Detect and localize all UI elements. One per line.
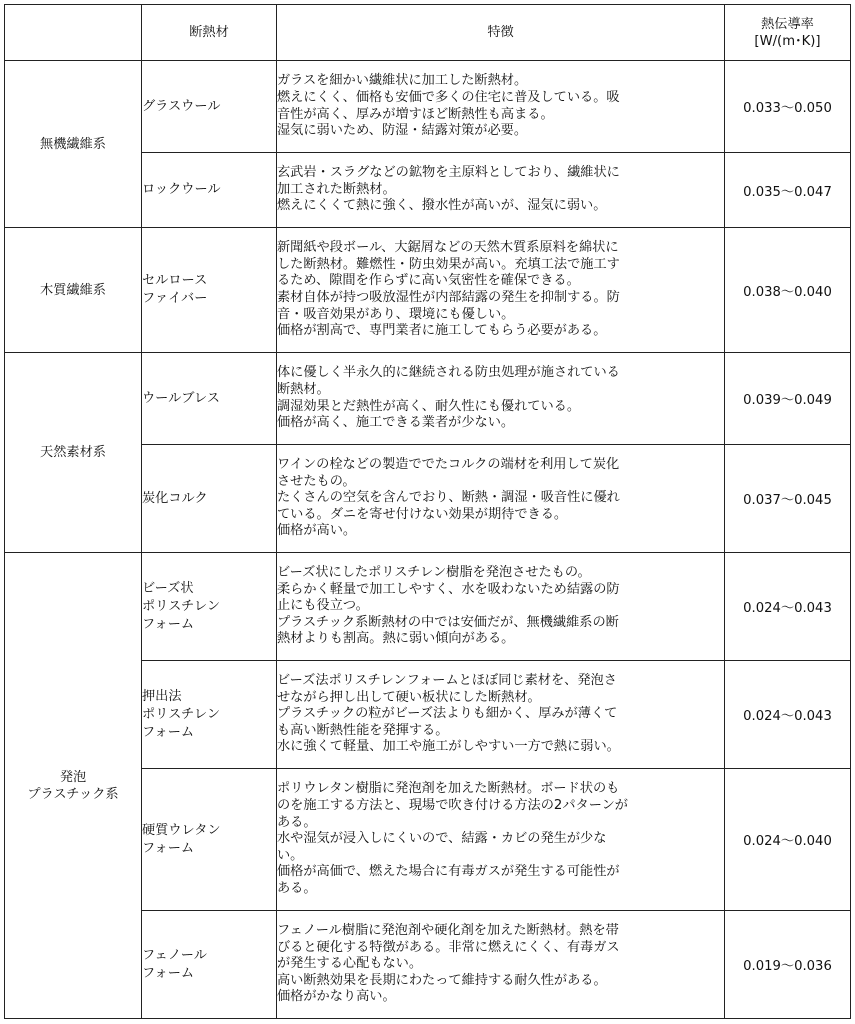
material-name: 炭化コルク	[142, 445, 277, 553]
feature-line: 加工された断熱材。	[277, 181, 396, 197]
category-cell: 木質繊維系	[5, 228, 142, 353]
feature-line: 新聞紙や段ボール、大鋸屑などの天然木質系原料を綿状に	[277, 240, 619, 256]
feature-line: も高い断熱性能を発揮する。	[277, 722, 449, 738]
material-name: フェノール フォーム	[142, 911, 277, 1019]
conductivity-value: 0.038～0.040	[725, 228, 851, 353]
feature-line: 高い断熱効果を長期にわたって維持する耐久性がある。	[277, 972, 607, 988]
feature-cell	[277, 61, 725, 153]
feature-line: せながら押し出して硬い板状にした断熱材。	[277, 689, 541, 705]
feature-line: ある。	[277, 880, 317, 896]
feature-line: 価格が割高で、専門業者に施工してもらう必要がある。	[277, 323, 607, 339]
table-row	[5, 553, 851, 661]
feature-line: した断熱材。難燃性・防虫効果が高い。充填工法で施工す	[277, 256, 620, 272]
feature-line: プラスチックの粒がビーズ法よりも細かく、厚みが薄くて	[277, 706, 618, 722]
feature-cell	[277, 769, 725, 911]
material-name: ビーズ状 ポリスチレン フォーム	[142, 553, 277, 661]
feature-cell	[277, 353, 725, 445]
header-conductivity: 熱伝導率 [W/(m･K)]	[725, 5, 851, 61]
feature-line: ビーズ法ポリスチレンフォームとほぼ同じ素材を、発泡さ	[277, 673, 617, 689]
table-row	[5, 61, 851, 153]
feature-line: 熱材よりも割高。熱に弱い傾向がある。	[277, 631, 515, 647]
conductivity-value: 0.019～0.036	[725, 911, 851, 1019]
feature-line: プラスチック系断熱材の中では安価だが、無機繊維系の断	[277, 614, 619, 630]
feature-line: させたもの。	[277, 473, 356, 489]
feature-cell	[277, 445, 725, 553]
feature-line: ガラスを細かい繊維状に加工した断熱材。	[277, 73, 528, 89]
feature-line: 調湿効果とだ熱性が高く、耐久性にも優れている。	[277, 398, 581, 414]
feature-line: 音性が高く、厚みが増すほど断熱性も高まる。	[277, 106, 554, 122]
feature-line: びると硬化する特徴がある。非常に燃えにくく、有毒ガス	[277, 939, 620, 955]
feature-line: ビーズ状にしたポリスチレン樹脂を発泡させたもの。	[277, 565, 591, 581]
feature-line: 価格がかなり高い。	[277, 989, 396, 1005]
feature-line: 燃えにくくて熱に強く、撥水性が高いが、湿気に弱い。	[277, 198, 607, 214]
feature-line: 体に優しく半永久的に継続される防虫処理が施されている	[277, 365, 620, 381]
feature-line: 止にも役立つ。	[277, 598, 369, 614]
feature-line: 音・吸音効果があり、環境にも優しい。	[277, 306, 515, 322]
header-row	[5, 5, 851, 61]
feature-cell	[277, 553, 725, 661]
conductivity-value: 0.035～0.047	[725, 153, 851, 228]
feature-line: 湿気に弱いため、防湿・結露対策が必要。	[277, 123, 528, 139]
category-cell: 無機繊維系	[5, 61, 142, 228]
feature-line: 玄武岩・スラグなどの鉱物を主原料としており、繊維状に	[277, 165, 620, 181]
table-row	[5, 228, 851, 353]
feature-line: ている。ダニを寄せ付けない効果が期待できる。	[277, 506, 568, 522]
feature-line: 燃えにくく、価格も安価で多くの住宅に普及している。吸	[277, 89, 620, 105]
feature-line: 柔らかく軽量で加工しやすく、水を吸わないため結露の防	[277, 581, 620, 597]
insulation-comparison-table	[4, 4, 851, 1019]
feature-cell	[277, 228, 725, 353]
conductivity-value: 0.037～0.045	[725, 445, 851, 553]
conductivity-value: 0.024～0.043	[725, 553, 851, 661]
feature-line: 価格が高価で、燃えた場合に有毒ガスが発生する可能性が	[277, 864, 620, 880]
feature-line: たくさんの空気を含んでおり、断熱・調湿・吸音性に優れ	[277, 490, 620, 506]
category-cell: 発泡 プラスチック系	[5, 553, 142, 1019]
feature-line: のを施工する方法と、現場で吹き付ける方法の2パターンが	[277, 798, 628, 814]
material-name: グラスウール	[142, 61, 277, 153]
material-name: 硬質ウレタン フォーム	[142, 769, 277, 911]
conductivity-value: 0.033～0.050	[725, 61, 851, 153]
material-name: ロックウール	[142, 153, 277, 228]
feature-line: ワインの栓などの製造ででたコルクの端材を利用して炭化	[277, 457, 620, 473]
feature-line: 水に強くて軽量、加工や施工がしやすい一方で熱に弱い。	[277, 739, 620, 755]
feature-cell	[277, 911, 725, 1019]
material-name: セルロース ファイバー	[142, 228, 277, 353]
conductivity-value: 0.039～0.049	[725, 353, 851, 445]
conductivity-value: 0.024～0.040	[725, 769, 851, 911]
table-row	[5, 353, 851, 445]
header-category	[5, 5, 142, 61]
feature-line: い。	[277, 847, 304, 863]
feature-line: ある。	[277, 814, 317, 830]
category-cell: 天然素材系	[5, 353, 142, 553]
conductivity-value: 0.024～0.043	[725, 661, 851, 769]
feature-line: が発生する心配もない。	[277, 956, 423, 972]
feature-line: 価格が高く、施工できる業者が少ない。	[277, 415, 515, 431]
feature-cell	[277, 661, 725, 769]
feature-line: 水や湿気が浸入しにくいので、結露・カビの発生が少な	[277, 831, 607, 847]
feature-line: 断熱材。	[277, 381, 330, 397]
header-feature: 特徴	[277, 5, 725, 61]
feature-line: るため、隙間を作らずに高い気密性を確保できる。	[277, 273, 580, 289]
feature-line: 価格が高い。	[277, 523, 357, 539]
feature-line: 素材自体が持つ吸放湿性が内部結露の発生を抑制する。防	[277, 290, 620, 305]
header-material: 断熱材	[142, 5, 277, 61]
feature-line: フェノール樹脂に発泡剤や硬化剤を加えた断熱材。熱を帯	[277, 923, 619, 939]
feature-cell	[277, 153, 725, 228]
material-name: 押出法 ポリスチレン フォーム	[142, 661, 277, 769]
material-name: ウールブレス	[142, 353, 277, 445]
feature-line: ポリウレタン樹脂に発泡剤を加えた断熱材。ボード状のも	[277, 781, 620, 797]
